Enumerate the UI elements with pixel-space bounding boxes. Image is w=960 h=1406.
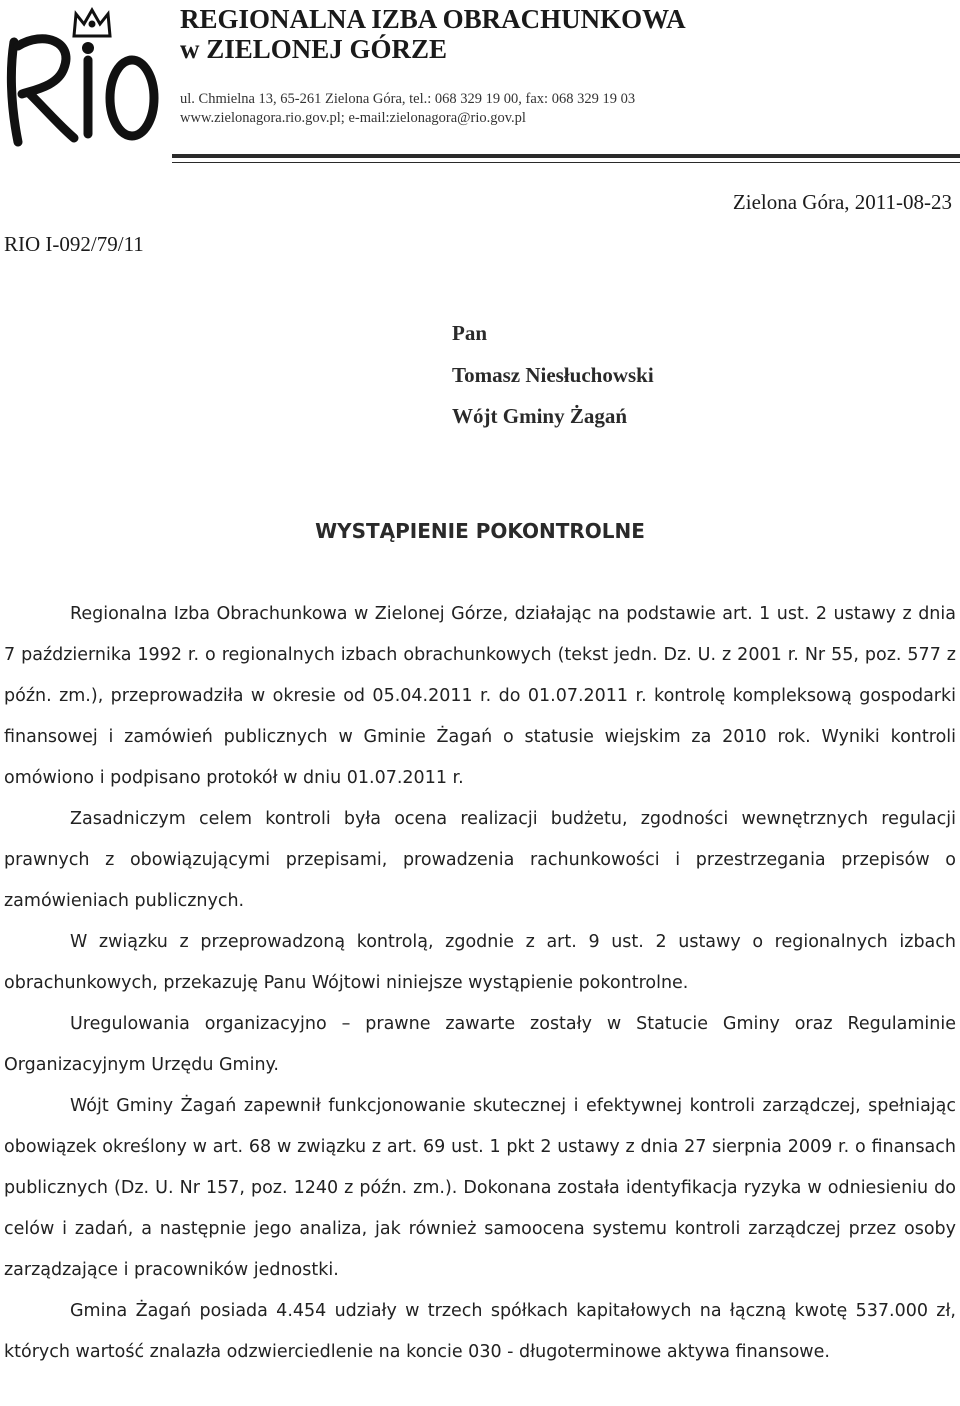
rio-logo <box>4 2 164 150</box>
crown-icon <box>74 10 110 36</box>
addressee-position: Wójt Gminy Żagań <box>452 404 628 428</box>
institution-contact <box>180 90 635 128</box>
paragraph: Wójt Gminy Żagań zapewnił funkcjonowanie skutecznej i efektywnej kontroli zarządczej, spełniając obowiązek określony w art. 68 w związku z art. 69 ust. 1 pkt 2 ustawy z dnia 27 sierpnia 2009 r. o finansach publicznych (Dz. U. Nr 157, poz. 1240 z późn. zm.). Dokonana została identyfikacja ryzyka w odniesieniu do celów i zadań, a następnie jego analiza, jak również samoocena systemu kontroli zarządczej przez osoby zarządzające i pracowników jednostki. <box>4 1096 956 1280</box>
address-line: ul. Chmielna 13, 65-261 Zielona Góra, tel.: 068 329 19 00, fax: 068 329 19 03 <box>180 91 636 107</box>
addressee-block <box>452 313 654 438</box>
letter-body <box>4 594 956 1373</box>
header-rule-thin <box>172 162 960 163</box>
institution-name-line2: w ZIELONEJ GÓRZE <box>180 34 448 64</box>
header-rule-thick <box>172 154 960 158</box>
paragraph: W związku z przeprowadzoną kontrolą, zgodnie z art. 9 ust. 2 ustawy o regionalnych izbach obrachunkowych, przekazuję Panu Wójtowi niniejsze wystąpienie pokontrolne. <box>4 932 956 993</box>
place-date: Zielona Góra, 2011-08-23 <box>732 190 952 214</box>
institution-name <box>180 4 686 64</box>
reference-number: RIO I-092/79/11 <box>4 232 144 256</box>
paragraph: Gmina Żagań posiada 4.454 udziały w trzech spółkach kapitałowych na łączną kwotę 537.000 zł, których wartość znalazła odzwierciedlenie na koncie 030 - długoterminowe aktywa finansowe. <box>4 1301 956 1362</box>
addressee-name: Tomasz Niesłuchowski <box>452 362 654 387</box>
institution-name-line1: REGIONALNA IZBA OBRACHUNKOWA <box>180 4 686 34</box>
paragraph: Zasadniczym celem kontroli była ocena realizacji budżetu, zgodności wewnętrznych regulacji prawnych z obowiązującymi przepisami, prowadzenia rachunkowości i przestrzegania przepisów o zamówieniach publicznych. <box>4 809 956 911</box>
document-title: WYSTĄPIENIE POKONTROLNE <box>315 519 645 543</box>
web-email-line: www.zielonagora.rio.gov.pl; e-mail:zielonagora@rio.gov.pl <box>180 110 526 126</box>
addressee-salutation: Pan <box>452 321 488 345</box>
paragraph: Uregulowania organizacyjno – prawne zawarte zostały w Statucie Gminy oraz Regulaminie Organizacyjnym Urzędu Gminy. <box>4 1014 956 1075</box>
paragraph: Regionalna Izba Obrachunkowa w Zielonej Górze, działając na podstawie art. 1 ust. 2 ustawy z dnia 7 października 1992 r. o regionalnych izbach obrachunkowych (tekst jedn. Dz. U. z 2001 r. Nr 55, poz. 577 z późn. zm.), przeprowadziła w okresie od 05.04.2011 r. do 01.07.2011 r. kontrolę kompleksową gospodarki finansowej i zamówień publicznych w Gminie Żagań o statusie wiejskim za 2010 rok. Wyniki kontroli omówiono i podpisano protokół w dniu 01.07.2011 r. <box>4 604 956 788</box>
